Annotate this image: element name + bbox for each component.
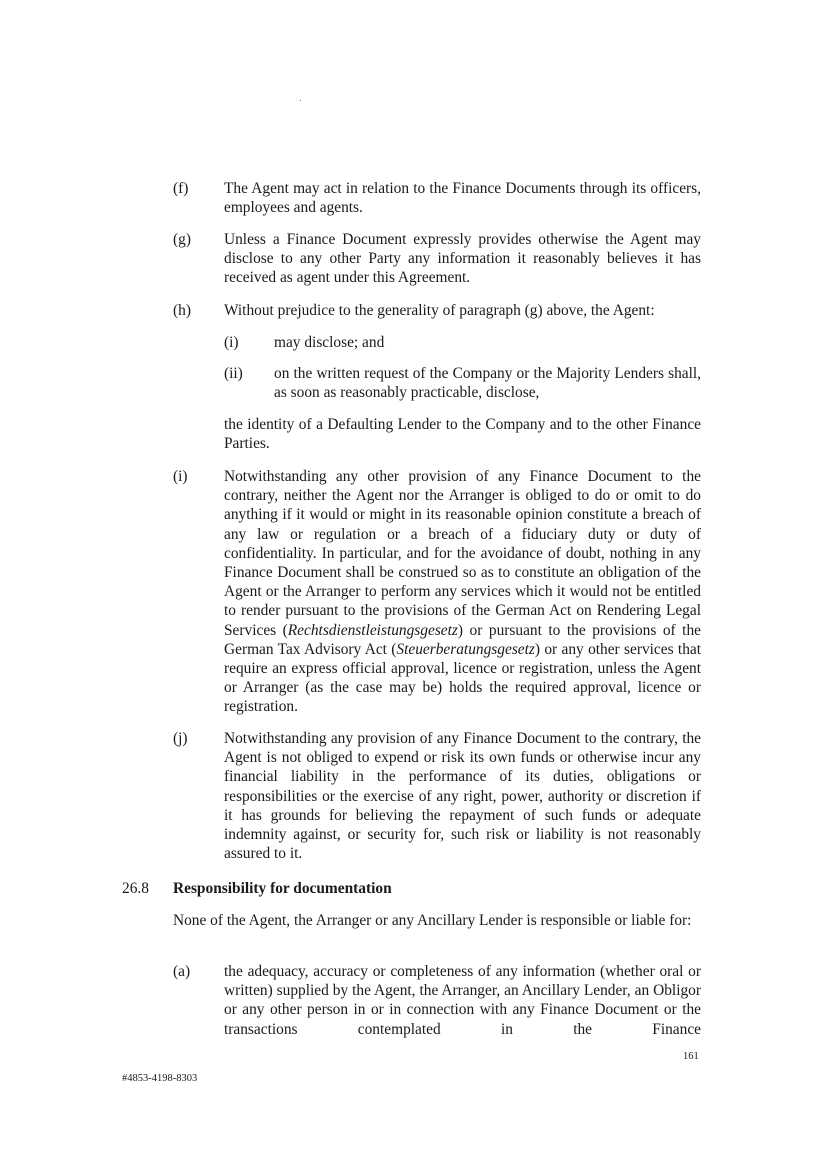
- document-reference: #4853-4198-8303: [122, 1073, 198, 1084]
- para-i-italic-2: Steuerberatungsgesetz: [396, 640, 535, 658]
- item-a-text: the adequacy, accuracy or completeness of any information (whether oral or written) supplied by the Agent, the Arranger, an Ancillary Lender, an Obligor or any other person in or in connection with any Finance Document or the transactions contemplated in the Finance: [224, 963, 701, 1038]
- item-a-label: (a): [173, 963, 191, 980]
- para-f-label: (f): [173, 180, 189, 197]
- para-i-label: (i): [173, 468, 188, 485]
- section-intro: None of the Agent, the Arranger or any Ancillary Lender is responsible or liable for:: [173, 912, 692, 929]
- page-number: 161: [683, 1051, 699, 1062]
- para-h-ii-label: (ii): [224, 365, 243, 382]
- para-g-label: (g): [173, 231, 191, 248]
- para-h-i-text: may disclose; and: [274, 334, 385, 351]
- para-j-label: (j): [173, 730, 188, 747]
- para-h-ii-text: on the written request of the Company or the Majority Lenders shall, as soon as reasonably practicable, disclose,: [274, 365, 701, 402]
- para-h-i-label: (i): [224, 334, 239, 351]
- para-i-text-1: Notwithstanding any other provision of any Finance Document to the contrary, neither the Agent nor the Arranger is obliged to do or omit to do anything if it would or might in its reasonable opinion constitute a breach of any law or regulation or a breach of a fiduciary duty or duty of confidentiality. In particular, and for the avoidance of doubt, nothing in any Finance Document shall be construed so as to constitute an obligation of the Agent or the Arranger to perform any services which it would not be entitled to render pursuant to the provisions of the German Act on Rendering Legal Services (: [224, 468, 701, 639]
- para-g-text: Unless a Finance Document expressly provides otherwise the Agent may disclose to any other Party any information it reasonably believes it has received as agent under this Agreement.: [224, 231, 701, 287]
- para-i-text: [224, 467, 701, 717]
- section-title: Responsibility for documentation: [173, 880, 392, 897]
- para-h-text: Without prejudice to the generality of paragraph (g) above, the Agent:: [224, 302, 655, 319]
- para-h-label: (h): [173, 302, 191, 319]
- para-i-text-2: ) or pursuant to the provisions of the German Tax Advisory Act (: [224, 621, 701, 658]
- para-i-text-3: ) or any other services that require an express official approval, licence or registration, unless the Agent or Arranger (as the case may be) holds the required approval, licence or registration.: [224, 640, 701, 716]
- para-h-trailing: the identity of a Defaulting Lender to the Company and to the other Finance Parties.: [224, 416, 701, 453]
- section-number: 26.8: [122, 880, 149, 897]
- stray-mark: [300, 100, 301, 101]
- para-i-italic-1: Rechtsdienstleistungsgesetz: [287, 621, 458, 639]
- para-f-text: The Agent may act in relation to the Finance Documents through its officers, employees and agents.: [224, 180, 701, 217]
- para-j-text: Notwithstanding any provision of any Finance Document to the contrary, the Agent is not obliged to expend or risk its own funds or otherwise incur any financial liability in the performance of its duties, obligations or responsibilities or the exercise of any right, power, authority or discretion if it has grounds for believing the repayment of such funds or adequate indemnity against, or security for, such risk or liability is not reasonably assured to it.: [224, 730, 701, 863]
